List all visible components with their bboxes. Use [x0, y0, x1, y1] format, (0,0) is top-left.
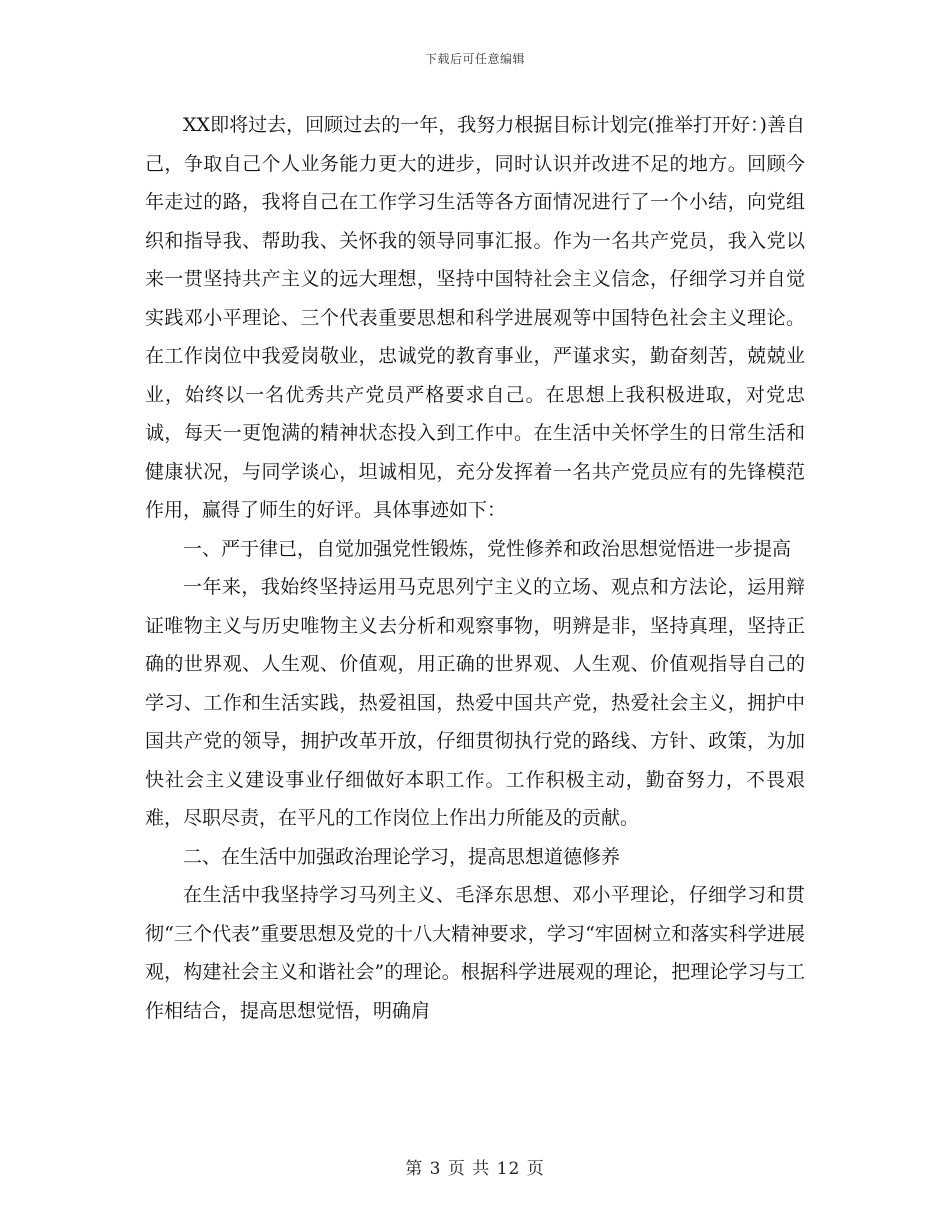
page-number: 第 3 页 共 12 页: [405, 1159, 545, 1179]
paragraph-intro: XX即将过去，回顾过去的一年，我努力根据目标计划完(推举打开好：)善自己，争取自己个人业务能力更大的进步，同时认识并改进不足的地方。回顾今年走过的路，我将自己在工作学习生活等各方面情况进行了一个小结，向党组织和指导我、帮助我、关怀我的领导同事汇报。作为一名共产党员，我入党以来一贯坚持共产主义的远大理想，坚持中国特社会主义信念，仔细学习并自觉实践邓小平理论、三个代表重要思想和科学进展观等中国特色社会主义理论。在工作岗位中我爱岗敬业，忠诚党的教育事业，严谨求实，勤奋刻苦，兢兢业业，始终以一名优秀共产党员严格要求自己。在思想上我积极进取，对党忠诚，每天一更饱满的精神状态投入到工作中。在生活中关怀学生的日常生活和健康状况，与同学谈心，坦诚相见，充分发挥着一名共产党员应有的先锋模范作用，赢得了师生的好评。具体事迹如下：: [145, 114, 805, 521]
section-heading-1: 一、严于律已，自觉加强党性锻炼，党性修养和政治思想觉悟进一步提高: [183, 537, 792, 560]
paragraph-section-1: 一年来，我始终坚持运用马克思列宁主义的立场、观点和方法论，运用辩证唯物主义与历史唯物主义去分析和观察事物，明辨是非，坚持真理，坚持正确的世界观、人生观、价值观，用正确的世界观、人生观、价值观指导自己的学习、工作和生活实践，热爱祖国，热爱中国共产党，热爱社会主义，拥护中国共产党的领导，拥护改革开放，仔细贯彻执行党的路线、方针、政策，为加快社会主义建设事业仔细做好本职工作。工作积极主动，勤奋努力，不畏艰难，尽职尽责，在平凡的工作岗位上作出力所能及的贡献。: [145, 576, 805, 829]
section-heading-2: 二、在生活中加强政治理论学习，提高思想道德修养: [183, 845, 621, 868]
page-header: 下载后可任意编辑: [424, 52, 525, 66]
document-body: [145, 106, 805, 1030]
paragraph-section-2: 在生活中我坚持学习马列主义、毛泽东思想、邓小平理论，仔细学习和贯彻“三个代表”重要思想及党的十八大精神要求，学习“牢固树立和落实科学进展观，构建社会主义和谐社会”的理论。根据科学进展观的理论，把理论学习与工作相结合，提高思想觉悟，明确肩: [145, 884, 805, 1022]
